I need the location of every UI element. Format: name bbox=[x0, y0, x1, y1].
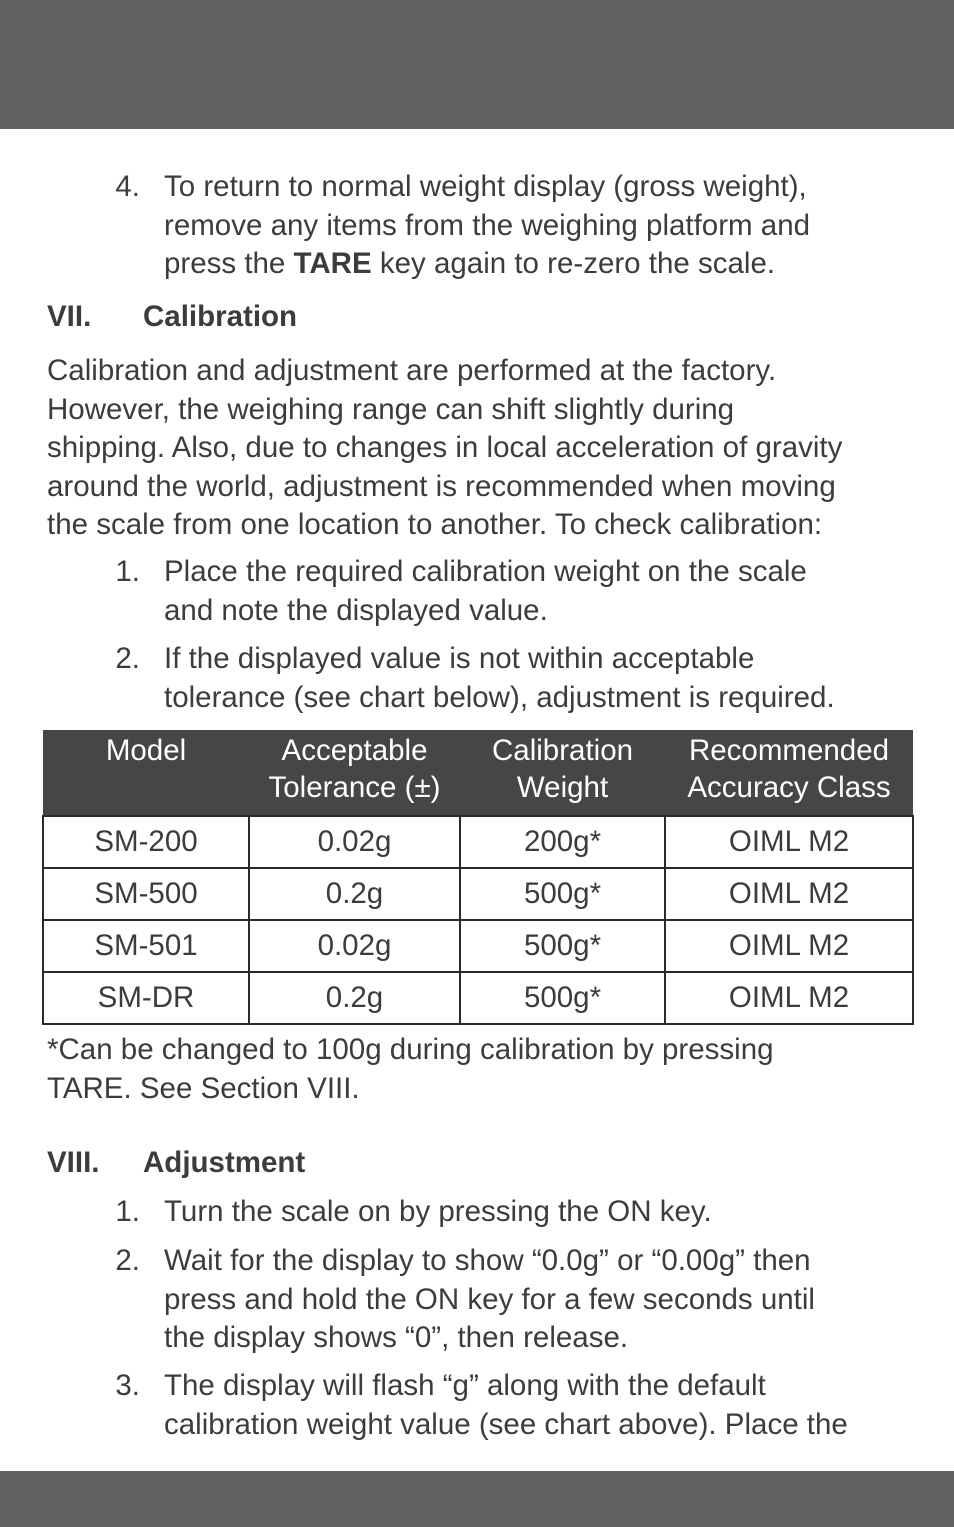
step-text: Turn the scale on by pressing the ON key. bbox=[164, 1195, 712, 1228]
table-header-cell: Recommended Accuracy Class bbox=[665, 730, 913, 816]
table-cell: SM-200 bbox=[43, 816, 249, 868]
table-cell: 0.02g bbox=[249, 920, 460, 972]
tare-key-label: TARE bbox=[293, 247, 372, 280]
step-text: To return to normal weight display (gross weight), remove any items from the weighing platform and press the TARE key again to re-zero the scale. bbox=[164, 170, 811, 280]
step-number: 4. bbox=[115, 170, 140, 203]
table-header-cell: Calibration Weight bbox=[460, 730, 665, 816]
calibration-table bbox=[42, 730, 914, 1025]
step-number: 3. bbox=[115, 1369, 140, 1402]
footer-band bbox=[0, 1471, 954, 1527]
table-cell: 500g* bbox=[460, 972, 665, 1024]
table-header-row bbox=[43, 730, 913, 816]
table-cell: SM-DR bbox=[43, 972, 249, 1024]
table-row bbox=[43, 816, 913, 868]
table-cell: OIML M2 bbox=[665, 816, 913, 868]
section-title: Adjustment bbox=[143, 1146, 306, 1179]
table-cell: SM-501 bbox=[43, 920, 249, 972]
table-header-cell: Acceptable Tolerance (±) bbox=[249, 730, 460, 816]
step-number: 2. bbox=[115, 1244, 140, 1277]
calibration-intro: Calibration and adjustment are performed at the factory. However, the weighing range can shift slightly during shipping. Also, due to changes in local acceleration of gravity around the world, adjustment is recommended when moving the scale from one location to another. To check calibration: bbox=[47, 354, 843, 541]
table-cell: 200g* bbox=[460, 816, 665, 868]
section-number: VIII. bbox=[47, 1146, 100, 1179]
section-number: VII. bbox=[47, 300, 92, 333]
table-header-cell: Model bbox=[43, 730, 249, 816]
section-title: Calibration bbox=[143, 300, 298, 333]
table-footnote: *Can be changed to 100g during calibration by pressing TARE. See Section VIII. bbox=[47, 1033, 774, 1105]
table-cell: 500g* bbox=[460, 868, 665, 920]
step-text: Wait for the display to show “0.0g” or “0.00g” then press and hold the ON key for a few seconds until the display shows “0”, then release. bbox=[164, 1244, 815, 1354]
table-cell: OIML M2 bbox=[665, 868, 913, 920]
step-number: 1. bbox=[115, 1195, 140, 1228]
header-band bbox=[0, 0, 954, 129]
table-cell: 0.02g bbox=[249, 816, 460, 868]
table-cell: 0.2g bbox=[249, 868, 460, 920]
table-cell: 500g* bbox=[460, 920, 665, 972]
step-text: Place the required calibration weight on the scale and note the displayed value. bbox=[164, 555, 807, 627]
table-cell: SM-500 bbox=[43, 868, 249, 920]
table-row bbox=[43, 972, 913, 1024]
table-cell: 0.2g bbox=[249, 972, 460, 1024]
table-cell: OIML M2 bbox=[665, 972, 913, 1024]
step-number: 2. bbox=[115, 642, 140, 675]
table-cell: OIML M2 bbox=[665, 920, 913, 972]
step-text: The display will flash “g” along with the default calibration weight value (see chart above). Place the bbox=[164, 1369, 848, 1441]
table-row bbox=[43, 868, 913, 920]
table-row bbox=[43, 920, 913, 972]
step-number: 1. bbox=[115, 555, 140, 588]
step-text: If the displayed value is not within acceptable tolerance (see chart below), adjustment is required. bbox=[164, 642, 835, 714]
